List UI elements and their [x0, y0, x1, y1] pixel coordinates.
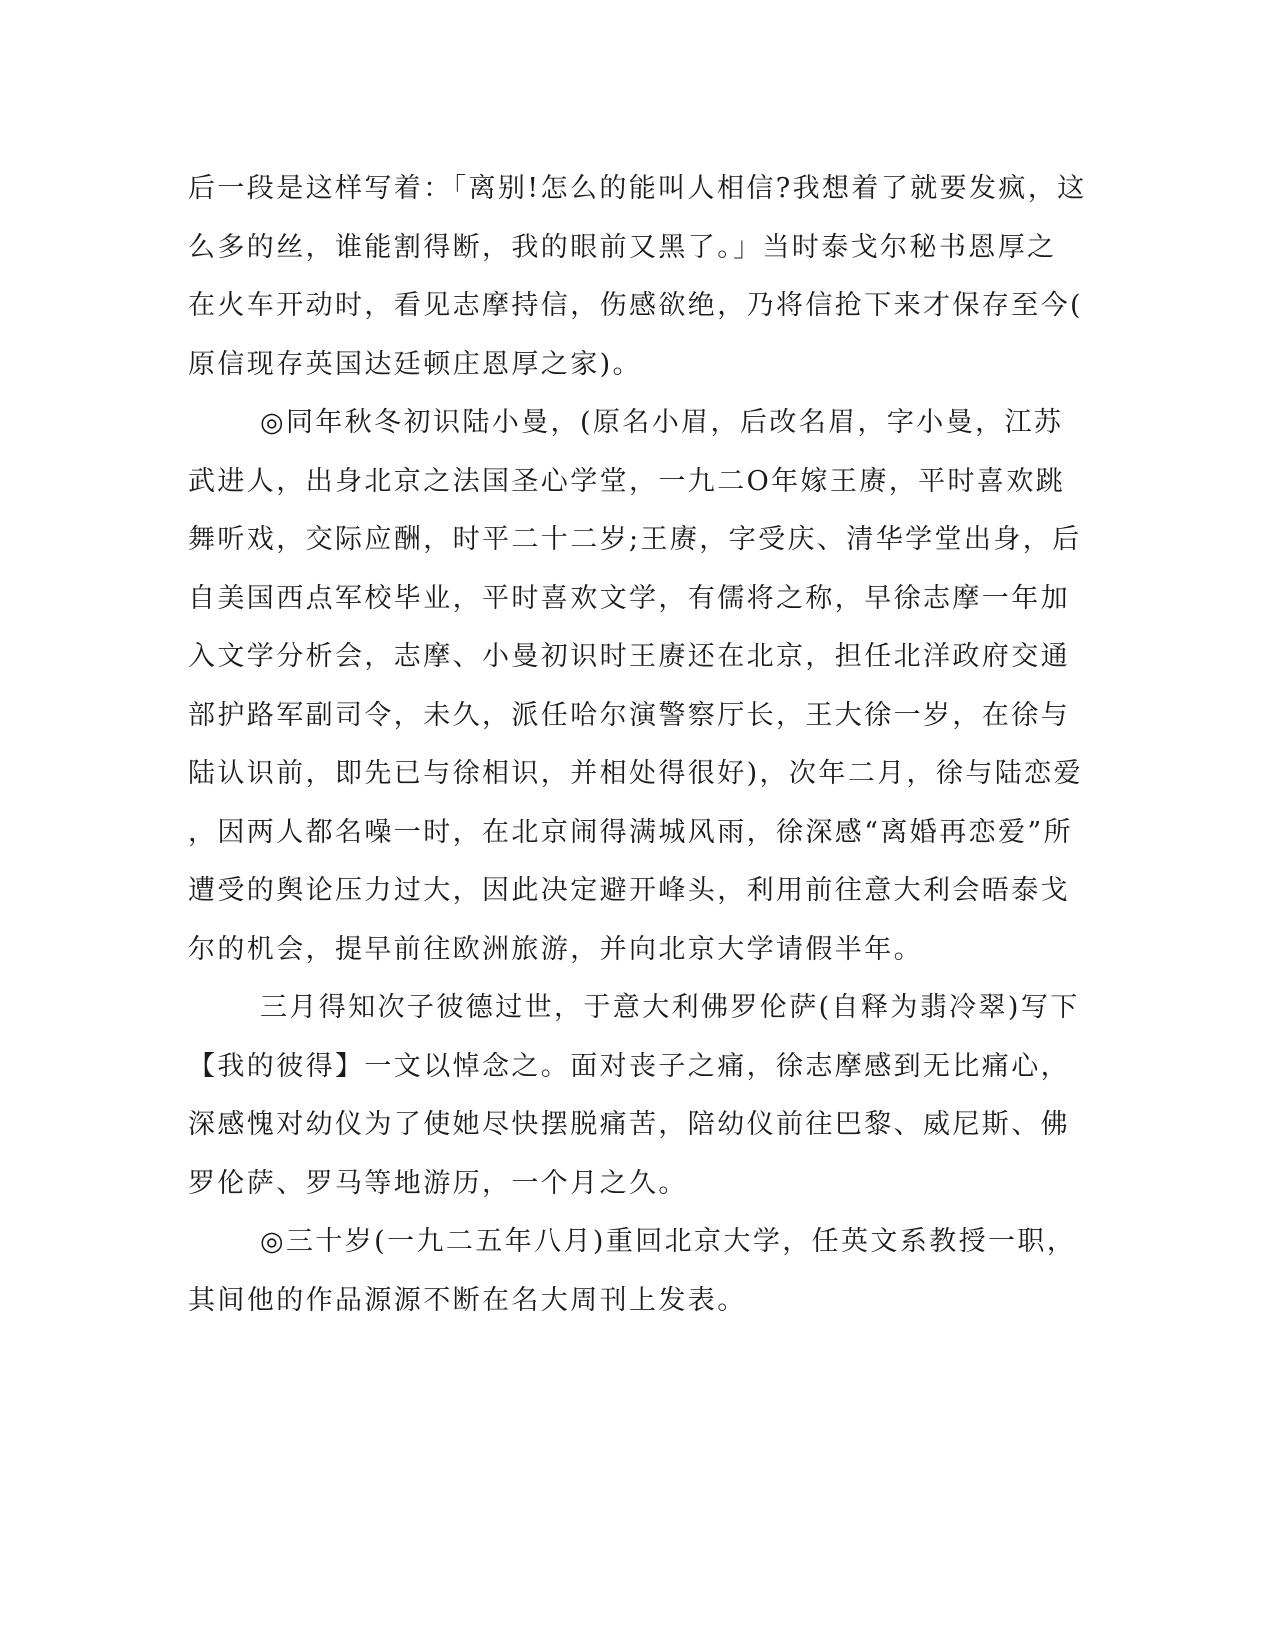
text-line: 么多的丝，谁能割得断，我的眼前又黑了。」当时泰戈尔秘书恩厚之 — [188, 231, 1057, 263]
text-line: 尔的机会，提早前往欧洲旅游，并向北京大学请假半年。 — [188, 933, 923, 965]
text-line: 后一段是这样写着：「离别!怎么的能叫人相信?我想着了就要发疯，这 — [188, 173, 1087, 204]
text-line: 遭受的舆论压力过大，因此决定避开峰头，利用前往意大利会晤泰戈 — [188, 875, 1070, 906]
text-line: 部护路军副司令，未久，派任哈尔演警察厅长，王大徐一岁，在徐与 — [188, 699, 1070, 731]
text-line: 入文学分析会，志摩、小曼初识时王赓还在北京，担任北洋政府交通 — [188, 641, 1070, 672]
text-line: 自美国西点军校毕业，平时喜欢文学，有儒将之称，早徐志摩一年加 — [188, 582, 1070, 614]
text-line: ，因两人都名噪一时，在北京闹得满城风雨，徐深感“离婚再恋爱”所 — [188, 816, 1074, 848]
text-line: 舞听戏，交际应酬，时平二十二岁;王赓，字受庆、清华学堂出身，后 — [188, 524, 1082, 555]
text-line: 武进人，出身北京之法国圣心学堂，一九二O年嫁王赓，平时喜欢跳 — [188, 465, 1066, 497]
body-text — [188, 160, 1088, 1330]
text-line: 其间他的作品源源不断在名大周刊上发表。 — [188, 1284, 747, 1316]
text-line: 在火车开动时，看见志摩持信，伤感欲绝，乃将信抢下来才保存至今( — [188, 290, 1083, 321]
text-line: 罗伦萨、罗马等地游历，一个月之久。 — [188, 1167, 688, 1199]
paragraph-start-line: 三月得知次子彼德过世，于意大利佛罗伦萨(自释为翡冷翠)写下 — [260, 992, 1080, 1023]
paragraph-start-line: ◎同年秋冬初识陆小曼，(原名小眉，后改名眉，字小曼，江苏 — [260, 407, 1064, 438]
text-line: 原信现存英国达廷顿庄恩厚之家)。 — [188, 348, 642, 380]
text-line: 【我的彼得】一文以悼念之。面对丧子之痛，徐志摩感到无比痛心， — [188, 1050, 1070, 1082]
text-line: 陆认识前，即先已与徐相识，并相处得很好)，次年二月，徐与陆恋爱 — [188, 758, 1083, 789]
paragraph-start-line: ◎三十岁(一九二五年八月)重回北京大学，任英文系教授一职， — [260, 1226, 1077, 1257]
text-line: 深感愧对幼仪为了使她尽快摆脱痛苦，陪幼仪前往巴黎、威尼斯、佛 — [188, 1109, 1070, 1140]
